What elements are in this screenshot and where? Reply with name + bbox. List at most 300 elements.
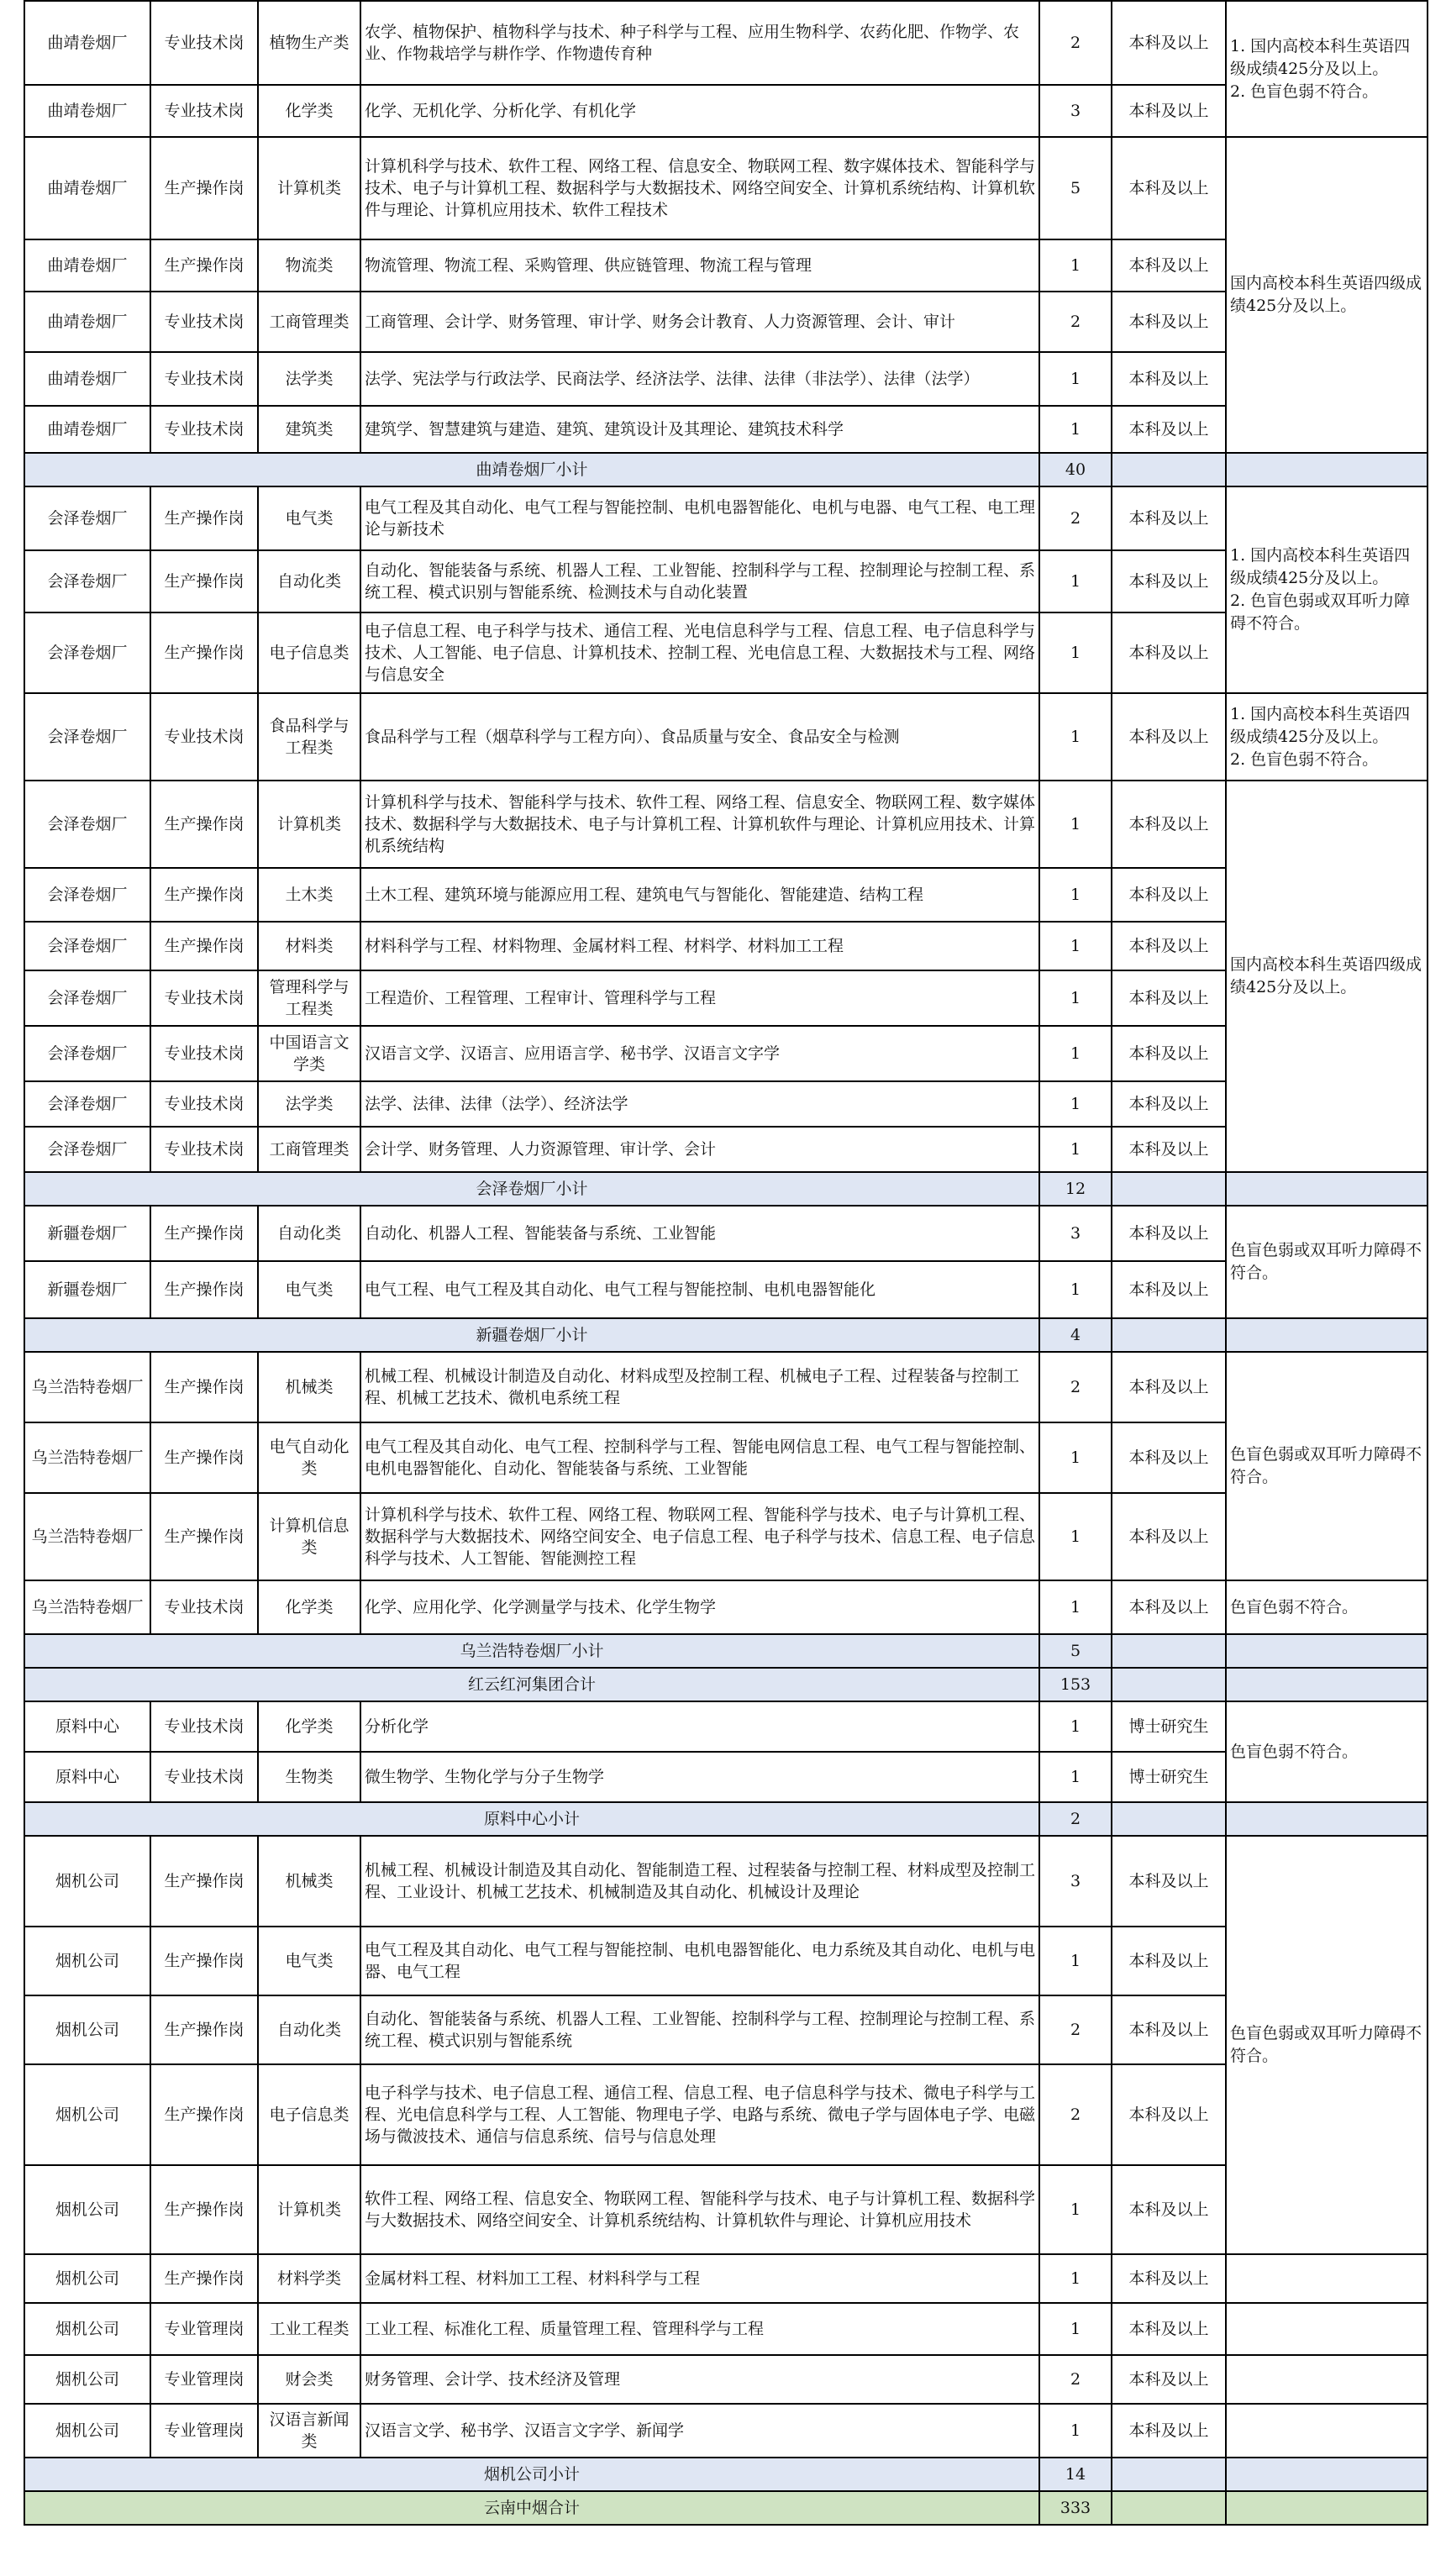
education-cell: 本科及以上 (1112, 1081, 1226, 1127)
education-cell: 本科及以上 (1112, 970, 1226, 1026)
category-cell: 工商管理类 (258, 292, 360, 352)
category-cell: 财会类 (258, 2355, 360, 2404)
post-cell: 生产操作岗 (150, 1995, 258, 2064)
requirement-line: 1. 国内高校本科生英语四级成绩425分及以上。 (1230, 36, 1411, 78)
post-cell: 专业技术岗 (150, 352, 258, 406)
count-cell: 1 (1039, 1493, 1112, 1580)
subtotal-count: 5 (1039, 1634, 1112, 1668)
category-cell: 自动化类 (258, 1995, 360, 2064)
majors-cell: 建筑学、智慧建筑与建造、建筑、建筑设计及其理论、建筑技术科学 (360, 406, 1039, 453)
post-cell: 专业技术岗 (150, 1701, 258, 1752)
requirement-note (1226, 781, 1428, 1172)
post-cell: 专业技术岗 (150, 1081, 258, 1127)
unit-cell: 烟机公司 (24, 2064, 150, 2165)
category-cell: 电气类 (258, 486, 360, 550)
requirement-line: 色盲色弱不符合。 (1230, 1742, 1359, 1761)
unit-cell: 曲靖卷烟厂 (24, 352, 150, 406)
education-cell: 博士研究生 (1112, 1701, 1226, 1752)
majors-cell: 电气工程及其自动化、电气工程与智能控制、电机电器智能化、电机与电器、电气工程、电工理论与新技术 (360, 486, 1039, 550)
table-row (24, 2254, 1428, 2303)
post-cell: 专业技术岗 (150, 1580, 258, 1634)
majors-cell: 自动化、机器人工程、智能装备与系统、工业智能 (360, 1206, 1039, 1261)
unit-cell: 曲靖卷烟厂 (24, 406, 150, 453)
category-cell: 电子信息类 (258, 2064, 360, 2165)
count-cell: 2 (1039, 1995, 1112, 2064)
post-cell: 生产操作岗 (150, 2254, 258, 2303)
subtotal-empty (1226, 1318, 1428, 1352)
education-cell: 本科及以上 (1112, 1493, 1226, 1580)
count-cell: 1 (1039, 612, 1112, 693)
subtotal-empty (1226, 1172, 1428, 1206)
category-cell: 电气自动化类 (258, 1422, 360, 1493)
count-cell: 1 (1039, 239, 1112, 292)
requirement-note (1226, 1836, 1428, 2254)
subtotal-count: 2 (1039, 1802, 1112, 1836)
count-cell: 1 (1039, 1422, 1112, 1493)
unit-cell: 乌兰浩特卷烟厂 (24, 1580, 150, 1634)
table-row (24, 612, 1428, 693)
post-cell: 专业技术岗 (150, 406, 258, 453)
post-cell: 专业技术岗 (150, 85, 258, 137)
subtotal-empty (1112, 453, 1226, 486)
requirement-note (1226, 2254, 1428, 2303)
category-cell: 计算机类 (258, 781, 360, 868)
post-cell: 专业技术岗 (150, 970, 258, 1026)
count-cell: 5 (1039, 137, 1112, 239)
education-cell: 本科及以上 (1112, 406, 1226, 453)
unit-cell: 新疆卷烟厂 (24, 1206, 150, 1261)
unit-cell: 会泽卷烟厂 (24, 1026, 150, 1081)
unit-cell: 乌兰浩特卷烟厂 (24, 1493, 150, 1580)
post-cell: 生产操作岗 (150, 612, 258, 693)
table-row (24, 1081, 1428, 1127)
table-row (24, 292, 1428, 352)
majors-cell: 工业工程、标准化工程、质量管理工程、管理科学与工程 (360, 2303, 1039, 2355)
category-cell: 食品科学与工程类 (258, 693, 360, 781)
post-cell: 生产操作岗 (150, 922, 258, 970)
subtotal-empty (1112, 1802, 1226, 1836)
category-cell: 物流类 (258, 239, 360, 292)
requirement-note (1226, 2303, 1428, 2355)
unit-cell: 烟机公司 (24, 2165, 150, 2254)
category-cell: 生物类 (258, 1752, 360, 1802)
category-cell: 建筑类 (258, 406, 360, 453)
post-cell: 专业技术岗 (150, 1026, 258, 1081)
unit-cell: 曲靖卷烟厂 (24, 239, 150, 292)
education-cell: 本科及以上 (1112, 1127, 1226, 1172)
grand-total-row-count: 333 (1039, 2491, 1112, 2525)
subtotal-label: 烟机公司小计 (24, 2458, 1039, 2491)
majors-cell: 土木工程、建筑环境与能源应用工程、建筑电气与智能化、智能建造、结构工程 (360, 868, 1039, 922)
category-cell: 化学类 (258, 1701, 360, 1752)
table-row (24, 239, 1428, 292)
majors-cell: 财务管理、会计学、技术经济及管理 (360, 2355, 1039, 2404)
unit-cell: 会泽卷烟厂 (24, 868, 150, 922)
majors-cell: 法学、法律、法律（法学）、经济法学 (360, 1081, 1039, 1127)
post-cell: 生产操作岗 (150, 486, 258, 550)
subtotal-row (24, 1802, 1428, 1836)
table-row (24, 1836, 1428, 1927)
count-cell: 1 (1039, 1127, 1112, 1172)
unit-cell: 会泽卷烟厂 (24, 612, 150, 693)
category-cell: 计算机类 (258, 2165, 360, 2254)
unit-cell: 烟机公司 (24, 2404, 150, 2458)
unit-cell: 会泽卷烟厂 (24, 970, 150, 1026)
majors-cell: 化学、无机化学、分析化学、有机化学 (360, 85, 1039, 137)
category-cell: 自动化类 (258, 1206, 360, 1261)
post-cell: 生产操作岗 (150, 1836, 258, 1927)
count-cell: 2 (1039, 2355, 1112, 2404)
count-cell: 1 (1039, 1701, 1112, 1752)
education-cell: 本科及以上 (1112, 1995, 1226, 2064)
subtotal-label: 曲靖卷烟厂小计 (24, 453, 1039, 486)
post-cell: 生产操作岗 (150, 2165, 258, 2254)
post-cell: 生产操作岗 (150, 868, 258, 922)
majors-cell: 汉语言文学、汉语言、应用语言学、秘书学、汉语言文字学 (360, 1026, 1039, 1081)
unit-cell: 曲靖卷烟厂 (24, 292, 150, 352)
table-row (24, 2303, 1428, 2355)
subtotal-label: 新疆卷烟厂小计 (24, 1318, 1039, 1352)
education-cell: 本科及以上 (1112, 868, 1226, 922)
post-cell: 专业技术岗 (150, 693, 258, 781)
unit-cell: 会泽卷烟厂 (24, 1127, 150, 1172)
count-cell: 1 (1039, 406, 1112, 453)
education-cell: 本科及以上 (1112, 922, 1226, 970)
unit-cell: 烟机公司 (24, 2355, 150, 2404)
category-cell: 材料学类 (258, 2254, 360, 2303)
unit-cell: 烟机公司 (24, 1836, 150, 1927)
requirement-note (1226, 1701, 1428, 1802)
unit-cell: 会泽卷烟厂 (24, 486, 150, 550)
table-row (24, 1352, 1428, 1422)
category-cell: 自动化类 (258, 550, 360, 612)
education-cell: 本科及以上 (1112, 1580, 1226, 1634)
requirement-line: 2. 色盲色弱不符合。 (1230, 749, 1379, 769)
post-cell: 专业技术岗 (150, 1, 258, 85)
subtotal-empty (1112, 1634, 1226, 1668)
count-cell: 1 (1039, 2404, 1112, 2458)
table-row (24, 1701, 1428, 1752)
category-cell: 电子信息类 (258, 612, 360, 693)
group-total-row (24, 1668, 1428, 1701)
table-row (24, 406, 1428, 453)
majors-cell: 化学、应用化学、化学测量学与技术、化学生物学 (360, 1580, 1039, 1634)
subtotal-label: 原料中心小计 (24, 1802, 1039, 1836)
education-cell: 本科及以上 (1112, 1836, 1226, 1927)
post-cell: 生产操作岗 (150, 1493, 258, 1580)
count-cell: 3 (1039, 1206, 1112, 1261)
grand-total-row-empty (1112, 2491, 1226, 2525)
count-cell: 1 (1039, 2254, 1112, 2303)
subtotal-label: 会泽卷烟厂小计 (24, 1172, 1039, 1206)
count-cell: 1 (1039, 1026, 1112, 1081)
table-row (24, 1493, 1428, 1580)
unit-cell: 烟机公司 (24, 1995, 150, 2064)
post-cell: 生产操作岗 (150, 1206, 258, 1261)
unit-cell: 会泽卷烟厂 (24, 781, 150, 868)
unit-cell: 曲靖卷烟厂 (24, 1, 150, 85)
count-cell: 1 (1039, 1580, 1112, 1634)
post-cell: 生产操作岗 (150, 781, 258, 868)
unit-cell: 原料中心 (24, 1752, 150, 1802)
education-cell: 本科及以上 (1112, 1422, 1226, 1493)
category-cell: 土木类 (258, 868, 360, 922)
subtotal-empty (1112, 2458, 1226, 2491)
subtotal-count: 40 (1039, 453, 1112, 486)
category-cell: 法学类 (258, 1081, 360, 1127)
requirement-line: 国内高校本科生英语四级成绩425分及以上。 (1230, 955, 1422, 996)
majors-cell: 微生物学、生物化学与分子生物学 (360, 1752, 1039, 1802)
table-row (24, 1127, 1428, 1172)
requirement-note (1226, 137, 1428, 453)
majors-cell: 食品科学与工程（烟草科学与工程方向）、食品质量与安全、食品安全与检测 (360, 693, 1039, 781)
majors-cell: 机械工程、机械设计制造及其自动化、智能制造工程、过程装备与控制工程、材料成型及控制工程、工业设计、机械工艺技术、机械制造及其自动化、机械设计及理论 (360, 1836, 1039, 1927)
grand-total-row-label: 云南中烟合计 (24, 2491, 1039, 2525)
subtotal-row (24, 2458, 1428, 2491)
category-cell: 电气类 (258, 1261, 360, 1318)
category-cell: 管理科学与工程类 (258, 970, 360, 1026)
majors-cell: 机械工程、机械设计制造及自动化、材料成型及控制工程、机械电子工程、过程装备与控制工程、机械工艺技术、微机电系统工程 (360, 1352, 1039, 1422)
subtotal-empty (1226, 2458, 1428, 2491)
count-cell: 1 (1039, 693, 1112, 781)
table-row (24, 2064, 1428, 2165)
majors-cell: 电气工程及其自动化、电气工程、控制科学与工程、智能电网信息工程、电气工程与智能控制、电机电器智能化、自动化、智能装备与系统、工业智能 (360, 1422, 1039, 1493)
education-cell: 本科及以上 (1112, 85, 1226, 137)
requirement-line: 色盲色弱或双耳听力障碍不符合。 (1230, 1241, 1422, 1282)
count-cell: 2 (1039, 486, 1112, 550)
grand-total-row (24, 2491, 1428, 2525)
post-cell: 生产操作岗 (150, 1927, 258, 1995)
requirement-note (1226, 1352, 1428, 1580)
category-cell: 工商管理类 (258, 1127, 360, 1172)
majors-cell: 软件工程、网络工程、信息安全、物联网工程、智能科学与技术、电子与计算机工程、数据科学与大数据技术、网络空间安全、计算机系统结构、计算机软件与理论、计算机应用技术 (360, 2165, 1039, 2254)
unit-cell: 会泽卷烟厂 (24, 1081, 150, 1127)
education-cell: 本科及以上 (1112, 239, 1226, 292)
category-cell: 汉语言新闻类 (258, 2404, 360, 2458)
count-cell: 1 (1039, 868, 1112, 922)
subtotal-row (24, 1634, 1428, 1668)
majors-cell: 法学、宪法学与行政法学、民商法学、经济法学、法律、法律（非法学）、法律（法学） (360, 352, 1039, 406)
table-row (24, 1026, 1428, 1081)
table-row (24, 486, 1428, 550)
table-row (24, 1752, 1428, 1802)
requirement-note (1226, 1580, 1428, 1634)
majors-cell: 计算机科学与技术、软件工程、网络工程、物联网工程、智能科学与技术、电子与计算机工程、数据科学与大数据技术、网络空间安全、电子信息工程、电子科学与技术、信息工程、电子信息科学与技术、人工智能、智能测控工程 (360, 1493, 1039, 1580)
group-total-row-label: 红云红河集团合计 (24, 1668, 1039, 1701)
category-cell: 法学类 (258, 352, 360, 406)
count-cell: 1 (1039, 1927, 1112, 1995)
count-cell: 1 (1039, 922, 1112, 970)
table-row (24, 922, 1428, 970)
category-cell: 计算机类 (258, 137, 360, 239)
requirement-line: 国内高校本科生英语四级成绩425分及以上。 (1230, 274, 1422, 315)
table-row (24, 352, 1428, 406)
subtotal-row (24, 1172, 1428, 1206)
unit-cell: 会泽卷烟厂 (24, 550, 150, 612)
education-cell: 本科及以上 (1112, 1026, 1226, 1081)
category-cell: 植物生产类 (258, 1, 360, 85)
category-cell: 化学类 (258, 1580, 360, 1634)
grand-total-row-empty (1226, 2491, 1428, 2525)
count-cell: 1 (1039, 1261, 1112, 1318)
count-cell: 1 (1039, 550, 1112, 612)
subtotal-empty (1112, 1172, 1226, 1206)
unit-cell: 曲靖卷烟厂 (24, 137, 150, 239)
category-cell: 材料类 (258, 922, 360, 970)
subtotal-empty (1226, 1634, 1428, 1668)
count-cell: 1 (1039, 1081, 1112, 1127)
unit-cell: 原料中心 (24, 1701, 150, 1752)
post-cell: 专业技术岗 (150, 1127, 258, 1172)
requirement-line: 色盲色弱不符合。 (1230, 1597, 1359, 1617)
unit-cell: 会泽卷烟厂 (24, 693, 150, 781)
majors-cell: 计算机科学与技术、智能科学与技术、软件工程、网络工程、信息安全、物联网工程、数字媒体技术、数据科学与大数据技术、电子与计算机工程、计算机软件与理论、计算机应用技术、计算机系统结构 (360, 781, 1039, 868)
subtotal-empty (1112, 1318, 1226, 1352)
post-cell: 生产操作岗 (150, 1261, 258, 1318)
majors-cell: 电子科学与技术、电子信息工程、通信工程、信息工程、电子信息科学与技术、微电子科学与工程、光电信息科学与工程、人工智能、物理电子学、电路与系统、微电子学与固体电子学、电磁场与微波技术、通信与信息系统、信号与信息处理 (360, 2064, 1039, 2165)
table-row (24, 1206, 1428, 1261)
majors-cell: 工程造价、工程管理、工程审计、管理科学与工程 (360, 970, 1039, 1026)
majors-cell: 分析化学 (360, 1701, 1039, 1752)
count-cell: 2 (1039, 2064, 1112, 2165)
post-cell: 专业管理岗 (150, 2355, 258, 2404)
category-cell: 机械类 (258, 1352, 360, 1422)
count-cell: 3 (1039, 85, 1112, 137)
majors-cell: 物流管理、物流工程、采购管理、供应链管理、物流工程与管理 (360, 239, 1039, 292)
education-cell: 本科及以上 (1112, 137, 1226, 239)
group-total-row-count: 153 (1039, 1668, 1112, 1701)
post-cell: 生产操作岗 (150, 137, 258, 239)
education-cell: 本科及以上 (1112, 1927, 1226, 1995)
category-cell: 化学类 (258, 85, 360, 137)
education-cell: 本科及以上 (1112, 2303, 1226, 2355)
education-cell: 本科及以上 (1112, 292, 1226, 352)
subtotal-empty (1226, 453, 1428, 486)
majors-cell: 自动化、智能装备与系统、机器人工程、工业智能、控制科学与工程、控制理论与控制工程、系统工程、模式识别与智能系统 (360, 1995, 1039, 2064)
subtotal-empty (1226, 1802, 1428, 1836)
subtotal-row (24, 1318, 1428, 1352)
majors-cell: 材料科学与工程、材料物理、金属材料工程、材料学、材料加工工程 (360, 922, 1039, 970)
count-cell: 1 (1039, 352, 1112, 406)
subtotal-count: 12 (1039, 1172, 1112, 1206)
subtotal-count: 4 (1039, 1318, 1112, 1352)
subtotal-count: 14 (1039, 2458, 1112, 2491)
table-row (24, 781, 1428, 868)
count-cell: 3 (1039, 1836, 1112, 1927)
count-cell: 1 (1039, 781, 1112, 868)
table-row (24, 550, 1428, 612)
group-total-row-empty (1226, 1668, 1428, 1701)
table-row (24, 1261, 1428, 1318)
table-row (24, 1422, 1428, 1493)
count-cell: 2 (1039, 1, 1112, 85)
table-row (24, 1580, 1428, 1634)
unit-cell: 乌兰浩特卷烟厂 (24, 1422, 150, 1493)
table-row (24, 2404, 1428, 2458)
count-cell: 2 (1039, 1352, 1112, 1422)
education-cell: 本科及以上 (1112, 1261, 1226, 1318)
category-cell: 计算机信息类 (258, 1493, 360, 1580)
education-cell: 本科及以上 (1112, 550, 1226, 612)
table-row (24, 868, 1428, 922)
table-row (24, 1995, 1428, 2064)
post-cell: 专业技术岗 (150, 1752, 258, 1802)
education-cell: 本科及以上 (1112, 2404, 1226, 2458)
education-cell: 博士研究生 (1112, 1752, 1226, 1802)
group-total-row-empty (1112, 1668, 1226, 1701)
post-cell: 专业管理岗 (150, 2404, 258, 2458)
post-cell: 专业管理岗 (150, 2303, 258, 2355)
majors-cell: 电气工程及其自动化、电气工程与智能控制、电机电器智能化、电力系统及其自动化、电机与电器、电气工程 (360, 1927, 1039, 1995)
category-cell: 工业工程类 (258, 2303, 360, 2355)
majors-cell: 计算机科学与技术、软件工程、网络工程、信息安全、物联网工程、数字媒体技术、智能科学与技术、电子与计算机工程、数据科学与大数据技术、网络空间安全、计算机系统结构、计算机软件与理论、计算机应用技术、软件工程技术 (360, 137, 1039, 239)
requirement-line: 2. 色盲色弱或双耳听力障碍不符合。 (1230, 591, 1411, 633)
majors-cell: 电气工程、电气工程及其自动化、电气工程与智能控制、电机电器智能化 (360, 1261, 1039, 1318)
education-cell: 本科及以上 (1112, 486, 1226, 550)
education-cell: 本科及以上 (1112, 2355, 1226, 2404)
requirement-note (1226, 1206, 1428, 1318)
education-cell: 本科及以上 (1112, 612, 1226, 693)
requirement-line: 色盲色弱或双耳听力障碍不符合。 (1230, 1445, 1422, 1486)
unit-cell: 烟机公司 (24, 1927, 150, 1995)
post-cell: 生产操作岗 (150, 1422, 258, 1493)
unit-cell: 曲靖卷烟厂 (24, 85, 150, 137)
unit-cell: 乌兰浩特卷烟厂 (24, 1352, 150, 1422)
education-cell: 本科及以上 (1112, 693, 1226, 781)
subtotal-label: 乌兰浩特卷烟厂小计 (24, 1634, 1039, 1668)
requirement-line: 2. 色盲色弱不符合。 (1230, 81, 1379, 101)
requirement-note (1226, 2404, 1428, 2458)
count-cell: 1 (1039, 2165, 1112, 2254)
category-cell: 机械类 (258, 1836, 360, 1927)
category-cell: 中国语言文学类 (258, 1026, 360, 1081)
requirement-note (1226, 486, 1428, 693)
table-row (24, 693, 1428, 781)
education-cell: 本科及以上 (1112, 2254, 1226, 2303)
count-cell: 1 (1039, 2303, 1112, 2355)
table-row (24, 2355, 1428, 2404)
majors-cell: 金属材料工程、材料加工工程、材料科学与工程 (360, 2254, 1039, 2303)
unit-cell: 烟机公司 (24, 2303, 150, 2355)
table-row (24, 970, 1428, 1026)
post-cell: 专业技术岗 (150, 292, 258, 352)
table-row (24, 2165, 1428, 2254)
unit-cell: 会泽卷烟厂 (24, 922, 150, 970)
table-row (24, 1927, 1428, 1995)
post-cell: 生产操作岗 (150, 2064, 258, 2165)
majors-cell: 自动化、智能装备与系统、机器人工程、工业智能、控制科学与工程、控制理论与控制工程、系统工程、模式识别与智能系统、检测技术与自动化装置 (360, 550, 1039, 612)
requirement-line: 1. 国内高校本科生英语四级成绩425分及以上。 (1230, 704, 1411, 746)
count-cell: 1 (1039, 1752, 1112, 1802)
majors-cell: 汉语言文学、秘书学、汉语言文字学、新闻学 (360, 2404, 1039, 2458)
majors-cell: 农学、植物保护、植物科学与技术、种子科学与工程、应用生物科学、农药化肥、作物学、农业、作物栽培学与耕作学、作物遗传育种 (360, 1, 1039, 85)
unit-cell: 新疆卷烟厂 (24, 1261, 150, 1318)
education-cell: 本科及以上 (1112, 352, 1226, 406)
table-row (24, 85, 1428, 137)
category-cell: 电气类 (258, 1927, 360, 1995)
recruitment-table (24, 0, 1427, 2526)
majors-cell: 电子信息工程、电子科学与技术、通信工程、光电信息科学与工程、信息工程、电子信息科学与技术、人工智能、电子信息、计算机技术、控制工程、光电信息工程、大数据技术与工程、网络与信息安全 (360, 612, 1039, 693)
table-row (24, 137, 1428, 239)
unit-cell: 烟机公司 (24, 2254, 150, 2303)
majors-cell: 会计学、财务管理、人力资源管理、审计学、会计 (360, 1127, 1039, 1172)
education-cell: 本科及以上 (1112, 781, 1226, 868)
count-cell: 1 (1039, 970, 1112, 1026)
education-cell: 本科及以上 (1112, 2064, 1226, 2165)
requirement-note (1226, 2355, 1428, 2404)
subtotal-row (24, 453, 1428, 486)
table-row (24, 1, 1428, 85)
